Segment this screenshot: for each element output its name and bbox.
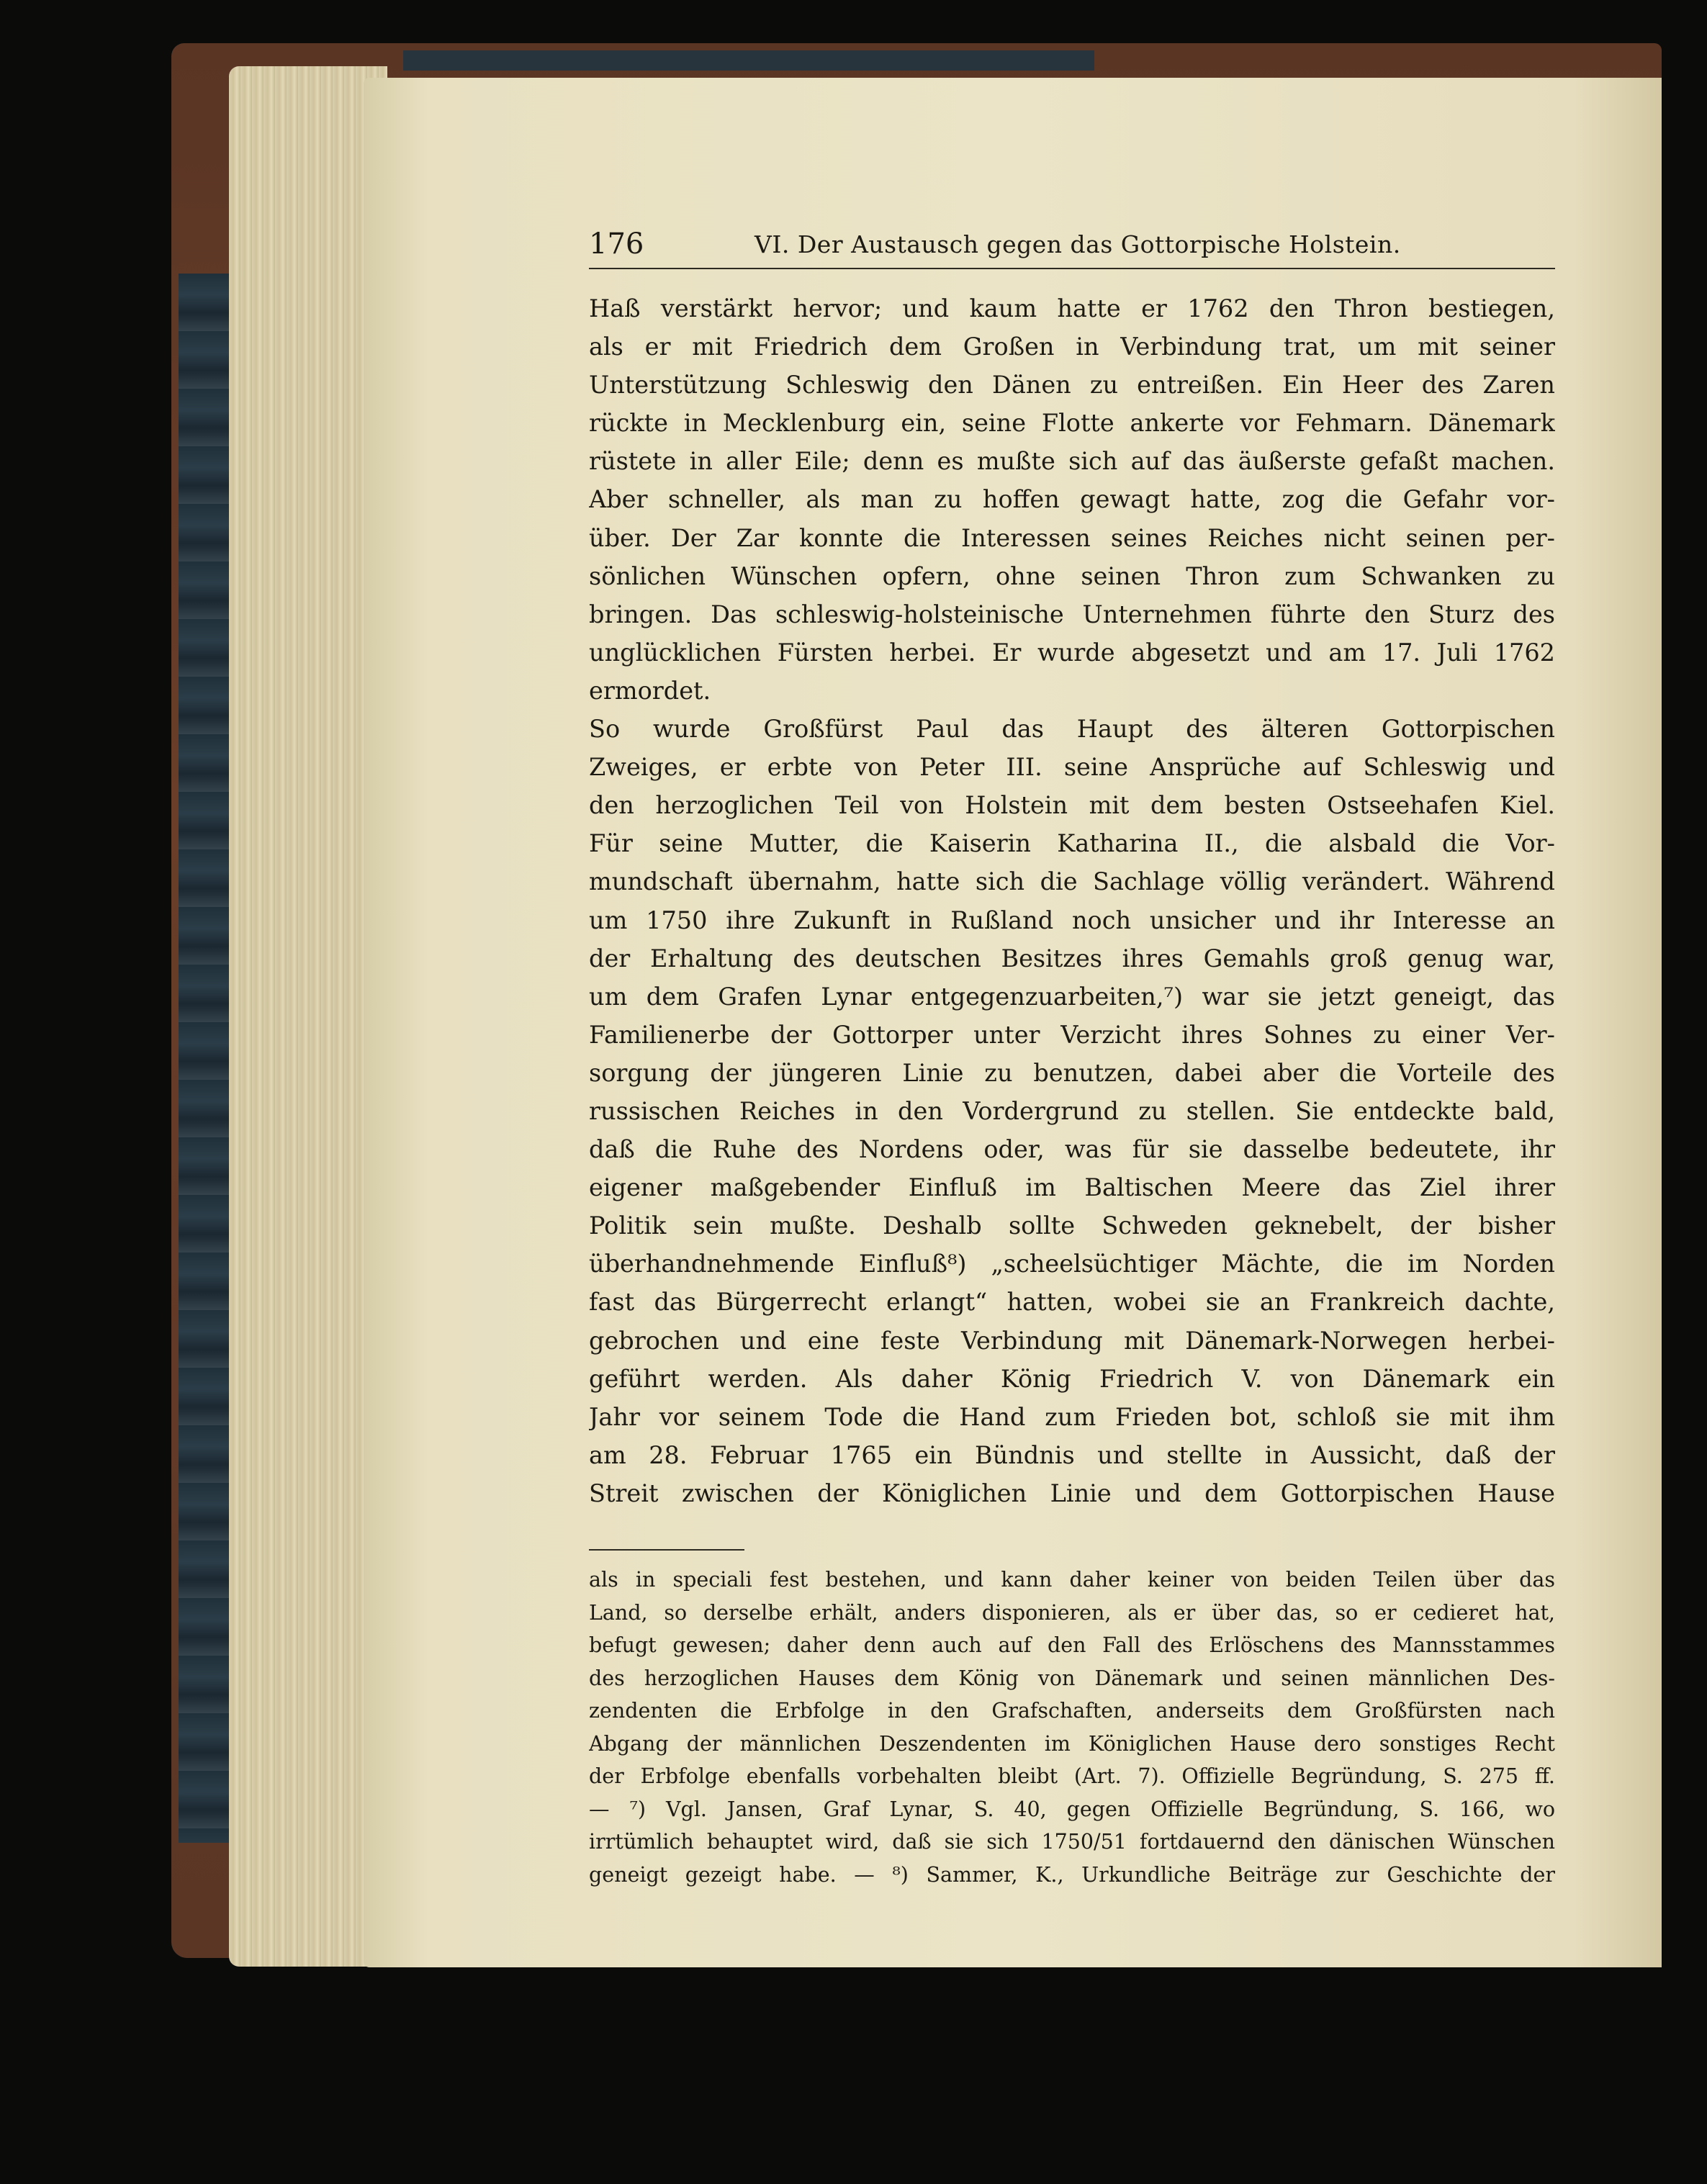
- footnote-line: irrtümlich behauptet wird, daß sie sich 1750/51 fortdauernd den dänischen Wünschen: [589, 1830, 1555, 1854]
- body-line: Aber schneller, als man zu hoffen gewagt hatte, zog die Gefahr vor-: [589, 485, 1555, 514]
- footnote-line: Abgang der männlichen Deszendenten im Königlichen Hause dero sonstiges Recht: [589, 1731, 1555, 1756]
- body-line: Jahr vor seinem Tode die Hand zum Frieden bot, schloß sie mit ihm: [589, 1402, 1555, 1431]
- body-line: bringen. Das schleswig-holsteinische Unternehmen führte den Sturz des: [589, 600, 1555, 628]
- body-line: So wurde Großfürst Paul das Haupt des älteren Gottorpischen: [589, 715, 1555, 744]
- body-line: unglücklichen Fürsten herbei. Er wurde abgesetzt und am 17. Juli 1762: [589, 638, 1555, 667]
- footnote-line: Land, so derselbe erhält, anders disponieren, als er über das, so er cedieret hat,: [589, 1600, 1555, 1625]
- body-line: eigener maßgebender Einfluß im Baltischen Meere das Ziel ihrer: [589, 1173, 1555, 1202]
- body-line: um dem Grafen Lynar entgegenzuarbeiten,⁷) war sie jetzt geneigt, das: [589, 982, 1555, 1011]
- body-line: ermordet.: [589, 676, 711, 705]
- body-line: über. Der Zar konnte die Interessen seines Reiches nicht seinen per-: [589, 523, 1555, 552]
- body-line: rüstete in aller Eile; denn es mußte sich auf das äußerste gefaßt machen.: [589, 447, 1555, 476]
- body-line: überhandnehmende Einfluß⁸) „scheelsüchtiger Mächte, die im Norden: [589, 1250, 1555, 1278]
- body-line: gebrochen und eine feste Verbindung mit Dänemark-Norwegen herbei-: [589, 1326, 1555, 1355]
- footnote-line: zendenten die Erbfolge in den Grafschaften, anderseits dem Großfürsten nach: [589, 1699, 1555, 1723]
- cover-top-edge: [403, 50, 1094, 71]
- body-line: russischen Reiches in den Vordergrund zu stellen. Sie entdeckte bald,: [589, 1096, 1555, 1125]
- body-line: mundschaft übernahm, hatte sich die Sachlage völlig verändert. Während: [589, 867, 1555, 896]
- body-line: Politik sein mußte. Deshalb sollte Schweden geknebelt, der bisher: [589, 1211, 1555, 1240]
- running-head: VI. Der Austausch gegen das Gottorpische Holstein.: [755, 230, 1401, 258]
- body-line: am 28. Februar 1765 ein Bündnis und stellte in Aussicht, daß der: [589, 1440, 1555, 1469]
- body-line: den herzoglichen Teil von Holstein mit dem besten Ostseehafen Kiel.: [589, 791, 1555, 820]
- footnote-rule: [589, 1549, 744, 1551]
- body-line: daß die Ruhe des Nordens oder, was für sie dasselbe bedeutete, ihr: [589, 1135, 1555, 1164]
- body-line: geführt werden. Als daher König Friedrich V. von Dänemark ein: [589, 1364, 1555, 1393]
- body-line: Für seine Mutter, die Kaiserin Katharina II., die alsbald die Vor-: [589, 829, 1555, 858]
- background-shadow: [1662, 72, 1707, 1987]
- body-line: der Erhaltung des deutschen Besitzes ihres Gemahls groß genug war,: [589, 944, 1555, 973]
- body-line: sorgung der jüngeren Linie zu benutzen, dabei aber die Vorteile des: [589, 1058, 1555, 1087]
- footnote-line: — ⁷) Vgl. Jansen, Graf Lynar, S. 40, gegen Offizielle Begründung, S. 166, wo: [589, 1797, 1555, 1821]
- body-text: [589, 289, 1555, 1512]
- footnote-line: des herzoglichen Hauses dem König von Dänemark und seinen männlichen Des-: [589, 1666, 1555, 1690]
- body-line: Streit zwischen der Königlichen Linie und dem Gottorpischen Hause: [589, 1479, 1555, 1507]
- footnote-line: der Erbfolge ebenfalls vorbehalten bleibt (Art. 7). Offizielle Begründung, S. 275 ff.: [589, 1764, 1555, 1788]
- body-line: Haß verstärkt hervor; und kaum hatte er 1762 den Thron bestiegen,: [589, 294, 1555, 322]
- footnote-line: geneigt gezeigt habe. — ⁸) Sammer, K., Urkundliche Beiträge zur Geschichte der: [589, 1862, 1555, 1887]
- body-line: Unterstützung Schleswig den Dänen zu entreißen. Ein Heer des Zaren: [589, 371, 1555, 400]
- body-line: rückte in Mecklenburg ein, seine Flotte ankerte vor Fehmarn. Dänemark: [589, 409, 1555, 438]
- body-line: sönlichen Wünschen opfern, ohne seinen Thron zum Schwanken zu: [589, 561, 1555, 590]
- body-line: als er mit Friedrich dem Großen in Verbindung trat, um mit seiner: [589, 333, 1555, 361]
- body-line: Familienerbe der Gottorper unter Verzicht ihres Sohnes zu einer Ver-: [589, 1020, 1555, 1049]
- body-line: um 1750 ihre Zukunft in Rußland noch unsicher und ihr Interesse an: [589, 906, 1555, 934]
- page-number: 176: [589, 227, 644, 261]
- footnote-line: befugt gewesen; daher denn auch auf den Fall des Erlöschens des Mannsstammes: [589, 1633, 1555, 1657]
- footnote-line: als in speciali fest bestehen, und kann daher keiner von beiden Teilen über das: [589, 1568, 1555, 1592]
- footnotes: [589, 1563, 1555, 1891]
- book-spine-edge: [179, 274, 229, 1843]
- body-line: Zweiges, er erbte von Peter III. seine Ansprüche auf Schleswig und: [589, 753, 1555, 782]
- page-header: [589, 225, 1555, 269]
- body-line: fast das Bürgerrecht erlangt“ hatten, wobei sie an Frankreich dachte,: [589, 1288, 1555, 1317]
